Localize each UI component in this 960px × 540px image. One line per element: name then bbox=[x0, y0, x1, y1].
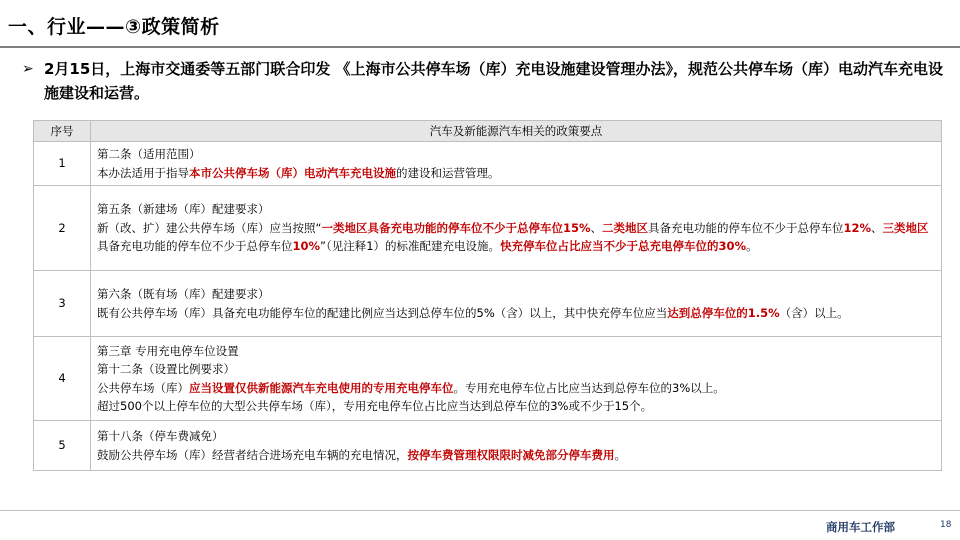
content-line bbox=[97, 219, 935, 256]
footer-divider bbox=[0, 510, 960, 511]
highlight-segment: 二类地区 bbox=[602, 220, 648, 235]
summary-text: 2月15日，上海市交通委等五部门联合印发 《上海市公共停车场（库）充电设施建设管理办法》，规范公共停车场（库）电动汽车充电设施建设和运营。 bbox=[44, 60, 944, 102]
summary-bullet bbox=[22, 57, 947, 105]
row-number: 5 bbox=[34, 421, 91, 471]
row-number: 4 bbox=[34, 337, 91, 421]
row-content bbox=[91, 142, 942, 186]
row-number: 1 bbox=[34, 142, 91, 186]
highlight-segment: 12% bbox=[843, 220, 872, 235]
text-segment: （含）以上。 bbox=[779, 305, 849, 320]
footer-department: 商用车工作部 bbox=[826, 520, 895, 534]
highlight-segment: 快充停车位占比应当不少于总充电停车位的30% bbox=[500, 239, 747, 254]
text-segment: 、 bbox=[590, 220, 602, 235]
highlight-segment: 本市公共停车场（库）电动汽车充电设施 bbox=[189, 165, 396, 180]
text-segment: 、 bbox=[871, 220, 883, 235]
text-segment: 的建设和运营管理。 bbox=[396, 165, 500, 180]
table-header-row bbox=[34, 121, 942, 142]
text-segment: 新（改、扩）建公共停车场（库）应当按照“ bbox=[97, 220, 322, 235]
row-content bbox=[91, 337, 942, 421]
content-line: 第五条（新建场（库）配建要求） bbox=[97, 202, 270, 217]
content-line: 第十二条（设置比例要求） bbox=[97, 362, 235, 376]
table-row bbox=[34, 421, 942, 471]
content-line: 第二条（适用范围） bbox=[97, 147, 201, 161]
text-segment: 具备充电功能的停车位不少于总停车位 bbox=[648, 220, 844, 235]
text-segment: ”（见注释1）的标准配建充电设施。 bbox=[320, 239, 501, 254]
highlight-segment: 10% bbox=[292, 239, 321, 254]
text-segment: 。 bbox=[746, 239, 758, 254]
row-content bbox=[91, 186, 942, 271]
content-line: 第十八条（停车费减免） bbox=[97, 429, 224, 443]
row-content bbox=[91, 421, 942, 471]
text-segment: 具备充电功能的停车位不少于总停车位 bbox=[97, 239, 293, 254]
column-header-no: 序号 bbox=[34, 121, 91, 142]
column-header-content: 汽车及新能源汽车相关的政策要点 bbox=[91, 121, 942, 142]
content-line bbox=[97, 446, 935, 465]
row-number: 3 bbox=[34, 271, 91, 337]
table-row bbox=[34, 271, 942, 337]
content-line: 第三章 专用充电停车位设置 bbox=[97, 343, 239, 358]
row-content bbox=[91, 271, 942, 337]
content-line bbox=[97, 164, 935, 183]
text-segment: 既有公共停车场（库）具备充电功能停车位的配建比例应当达到总停车位的5%（含）以上，其中快充停车位应当 bbox=[97, 305, 668, 320]
highlight-segment: 应当设置仅供新能源汽车充电使用的专用充电停车位 bbox=[189, 380, 454, 395]
table-row bbox=[34, 337, 942, 421]
highlight-segment: 达到总停车位的1.5% bbox=[667, 305, 780, 320]
row-number: 2 bbox=[34, 186, 91, 271]
table-row bbox=[34, 186, 942, 271]
content-line: 超过500个以上停车位的大型公共停车场（库），专用充电停车位占比应当达到总停车位的3%或不少于15个。 bbox=[97, 399, 653, 413]
text-segment: 。 bbox=[614, 447, 626, 462]
content-line bbox=[97, 304, 935, 323]
arrow-bullet-icon: ➢ bbox=[22, 61, 34, 77]
table-row bbox=[34, 142, 942, 186]
text-segment: 本办法适用于指导 bbox=[97, 165, 189, 180]
policy-table bbox=[33, 120, 942, 471]
highlight-segment: 一类地区具备充电功能的停车位不少于总停车位15% bbox=[321, 220, 591, 235]
highlight-segment: 三类地区 bbox=[882, 220, 929, 235]
highlight-segment: 按停车费管理权限限时减免部分停车费用 bbox=[407, 447, 615, 462]
text-segment: 。专用充电停车位占比应当达到总停车位的3%以上。 bbox=[453, 380, 725, 395]
text-segment: 鼓励公共停车场（库）经营者结合进场充电车辆的充电情况， bbox=[97, 447, 408, 462]
content-line bbox=[97, 379, 935, 398]
title-divider bbox=[0, 46, 960, 48]
text-segment: 公共停车场（库） bbox=[97, 380, 189, 395]
page-title: 一、行业——③政策简析 bbox=[8, 16, 220, 38]
content-line: 第六条（既有场（库）配建要求） bbox=[97, 287, 270, 301]
page-number: 18 bbox=[940, 520, 952, 530]
